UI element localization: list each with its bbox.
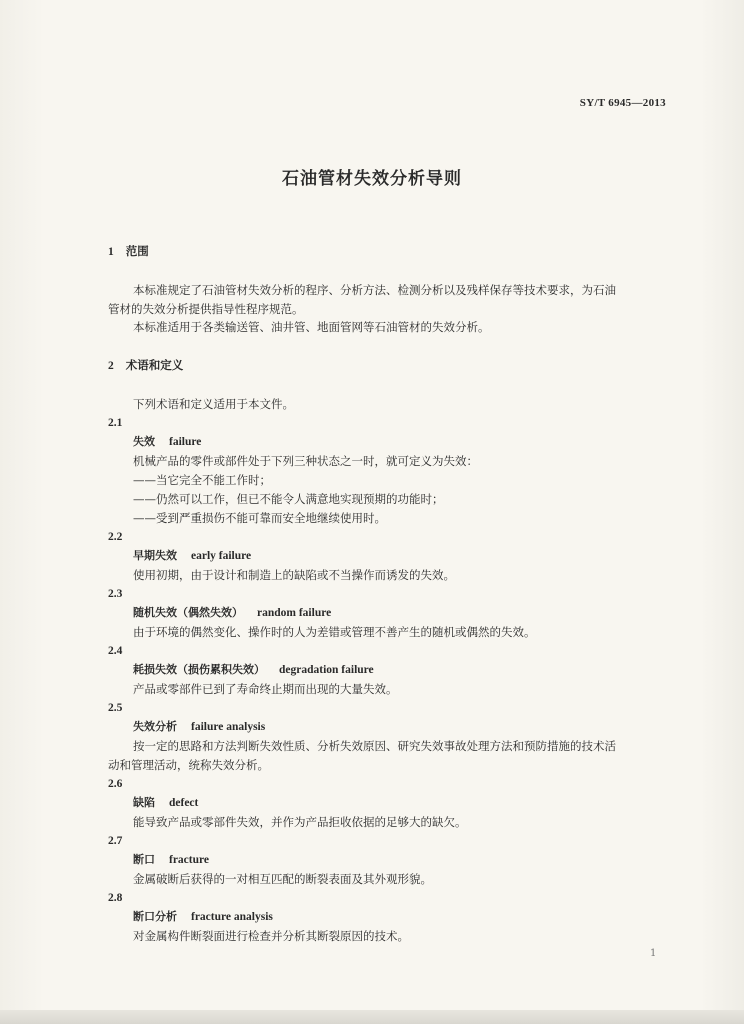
scope-paragraph-line: 本标准规定了石油管材失效分析的程序、分析方法、检测分析以及残样保存等技术要求，为石油: [133, 283, 616, 297]
term-heading: [133, 795, 693, 810]
term-definition: 能导致产品或零部件失效，并作为产品拒收依据的足够大的缺欠。: [133, 815, 467, 829]
term-definition: 由于环境的偶然变化、操作时的人为差错或管理不善产生的随机或偶然的失效。: [133, 625, 536, 639]
term-definition: 金属破断后获得的一对相互匹配的断裂表面及其外观形貌。: [133, 872, 432, 886]
standard-code: SY/T 6945—2013: [579, 97, 666, 109]
term-heading: [133, 909, 693, 924]
term-cn: 缺陷: [133, 796, 155, 809]
term-en: failure analysis: [191, 721, 266, 733]
term-en: defect: [169, 797, 199, 809]
term-heading: [133, 719, 693, 734]
scope-paragraph-line: 管材的失效分析提供指导性程序规范。: [108, 302, 304, 316]
term-cn: 断口分析: [133, 910, 177, 923]
term-number: 2.5: [108, 702, 123, 714]
term-en: early failure: [191, 550, 252, 562]
term-number: 2.8: [108, 892, 123, 904]
term-cn: 失效: [133, 435, 155, 448]
page-number: 1: [650, 948, 657, 959]
term-definition: 对金属构件断裂面进行检查并分析其断裂原因的技术。: [133, 929, 409, 943]
scan-edge: [0, 1010, 744, 1024]
term-heading: [133, 852, 693, 867]
term-number: 2.7: [108, 835, 123, 847]
section-title: 范围: [125, 244, 149, 258]
term-number: 2.1: [108, 417, 123, 429]
term-cn: 失效分析: [133, 720, 177, 733]
term-cn: 早期失效: [133, 549, 177, 562]
term-definition-line: 按一定的思路和方法判断失效性质、分析失效原因、研究失效事故处理方法和预防措施的技术活: [133, 739, 616, 753]
term-en: fracture analysis: [191, 911, 273, 923]
term-heading: [133, 548, 693, 563]
term-en: fracture: [169, 854, 210, 866]
section-title: 术语和定义: [125, 358, 184, 372]
term-number: 2.4: [108, 645, 123, 657]
term-en: degradation failure: [279, 664, 374, 676]
term-heading: [133, 662, 693, 677]
term-number: 2.3: [108, 588, 123, 600]
scope-paragraph: 本标准适用于各类输送管、油井管、地面管网等石油管材的失效分析。: [133, 320, 490, 334]
term-definition: 产品或零部件已到了寿命终止期而出现的大量失效。: [133, 682, 398, 696]
list-item: ——当它完全不能工作时；: [133, 473, 271, 487]
section-number: 2: [108, 360, 114, 372]
term-number: 2.6: [108, 778, 123, 790]
list-item: ——仍然可以工作，但已不能令人满意地实现预期的功能时；: [133, 492, 444, 506]
term-cn: 耗损失效（损伤累积失效）: [133, 663, 265, 676]
term-heading: [133, 434, 693, 449]
term-definition: 使用初期，由于设计和制造上的缺陷或不当操作而诱发的失效。: [133, 568, 455, 582]
document-title: 石油管材失效分析导则: [282, 169, 462, 189]
term-definition: 机械产品的零件或部件处于下列三种状态之一时，就可定义为失效：: [133, 454, 478, 468]
section-2-heading: [108, 358, 668, 373]
list-item: ——受到严重损伤不能可靠而安全地继续使用时。: [133, 511, 386, 525]
section-number: 1: [108, 246, 114, 258]
term-cn: 断口: [133, 853, 155, 866]
term-cn: 随机失效（偶然失效）: [133, 606, 243, 619]
term-en: random failure: [257, 607, 332, 619]
term-number: 2.2: [108, 531, 123, 543]
section-1-heading: [108, 244, 668, 259]
definitions-intro: 下列术语和定义适用于本文件。: [133, 397, 294, 411]
term-definition-line: 动和管理活动，统称失效分析。: [108, 758, 269, 772]
term-en: failure: [169, 436, 202, 448]
term-heading: [133, 605, 693, 620]
